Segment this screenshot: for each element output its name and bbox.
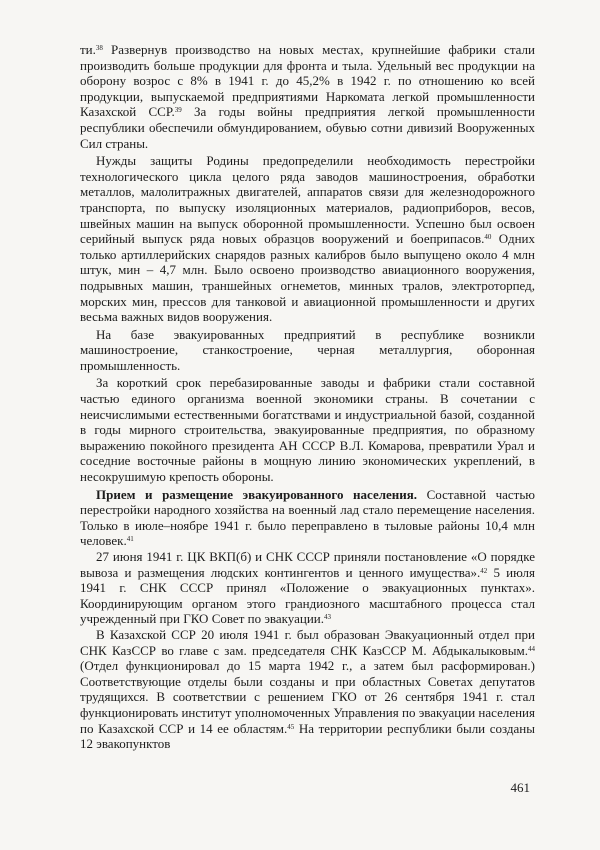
paragraph-3-text: На базе эвакуированных предприятий в республике возникли машиностроение, станкостроение, черная металлургия, оборонная промышленность. (80, 326, 535, 373)
footnote-ref-42: 42 (480, 566, 488, 575)
footnote-ref-38: 38 (95, 44, 103, 52)
footnote-ref-40: 40 (484, 233, 492, 242)
paragraph-1-text-c: За годы войны предприятия легкой промышленности республики обеспечили обмундированием, обувью сотни дивизий Вооруженных Сил страны. (80, 104, 535, 151)
paragraph-6-text-a: 27 июня 1941 г. ЦК ВКП(б) и СНК СССР приняли постановление «О порядке вывоза и размещения людских контингентов и ценного имущества». (80, 549, 535, 580)
footnote-ref-45: 45 (287, 722, 295, 731)
paragraph-7 (80, 627, 535, 752)
paragraph-5-text: Составной частью перестройки народного хозяйства на военный лад стало перемещение населения. Только в июле–ноябре 1941 г. было переправлено в тыловые районы 10,4 млн человек. (80, 486, 536, 549)
paragraph-3 (80, 327, 535, 374)
section-heading: Прием и размещение эвакуированного населения. (96, 486, 418, 502)
paragraph-5 (80, 487, 535, 549)
paragraph-2-text-a: Нужды защиты Родины предопределили необходимость перестройки технологического цикла целого ряда заводов машиностроения, обработки металлов, малолитражных двигателей, аппаратов связи для железнодорожного транспорта, по выпуску изоляционных материалов, радиоприборов, весов, швейных машин на выпуск оборонной промышленности. Успешно был освоен серийный выпуск ряда новых образцов вооружений и боеприпасов. (80, 153, 535, 247)
paragraph-1-text-b: Развернув производство на новых местах, крупнейшие фабрики стали производить больше продукции для фронта и тыла. Удельный вес продукции на оборону возрос с 8% в 1941 г. до 45,2% в 1942 г. по отношению ко всей продукции, выпускаемой предприятиями Наркомата легкой промышленности Казахской ССР. (80, 42, 535, 120)
paragraph-6 (80, 549, 535, 627)
paragraph-1-text-a: ти. (80, 42, 96, 57)
paragraph-1 (80, 42, 535, 151)
paragraph-7-text-c: На территории республики были созданы 12 эвакопунктов (80, 720, 536, 752)
footnote-ref-39: 39 (174, 106, 182, 115)
paragraph-7-text-b: (Отдел функционировал до 15 марта 1942 г., а затем был расформирован.) Соответствующие отделы были созданы и при областных Советах депутатов трудящихся. В соответствии с решением ГКО от 26 сентября 1941 г. стал функционировать институт уполномоченных Управления по эвакуации населения по Казахской ССР и 14 ее областям. (80, 658, 535, 736)
paragraph-4-text: За короткий срок перебазированные заводы и фабрики стали составной частью единого организма военной экономики страны. В сочетании с неисчислимыми естественными богатствами и индустриальной базой, созданной в годы мирного строительства, эвакуированные предприятия, по образному выражению покойного президента АН СССР В.Л. Комарова, превратили Урал и соседние восточные районы в мощную линию экономических укреплений, в несокрушимую крепость обороны. (80, 375, 535, 485)
paragraph-2-text-b: Одних только артиллерийских снарядов разных калибров было выпущено около 4 млн штук, мин – 4,7 млн. Было освоено производство авиационного вооружения, подрывных машин, траншейных огнеметов, минных тралов, электроторпед, морских мин, прессов для танковой и авиационной промышленности и других весьма важных видов вооружения. (80, 231, 535, 325)
footnote-ref-41: 41 (126, 535, 134, 544)
body-text (80, 42, 535, 752)
paragraph-4 (80, 375, 535, 484)
page-number: 461 (510, 780, 530, 795)
footnote-ref-43: 43 (324, 613, 332, 622)
paragraph-6-text-b: 5 июля 1941 г. СНК СССР принял «Положение о эвакуационных пунктах». Координирующим органом этого грандиозного масштабного процесса стал учрежденный при ГКО Совет по эвакуации. (80, 564, 535, 627)
footnote-ref-44: 44 (528, 644, 535, 653)
paragraph-2 (80, 153, 535, 325)
paragraph-7-text-a: В Казахской ССР 20 июля 1941 г. был образован Эвакуационный отдел при СНК КазССР во главе с зам. председателя СНК КазССР М. Абдыкалыковым. (80, 626, 535, 658)
